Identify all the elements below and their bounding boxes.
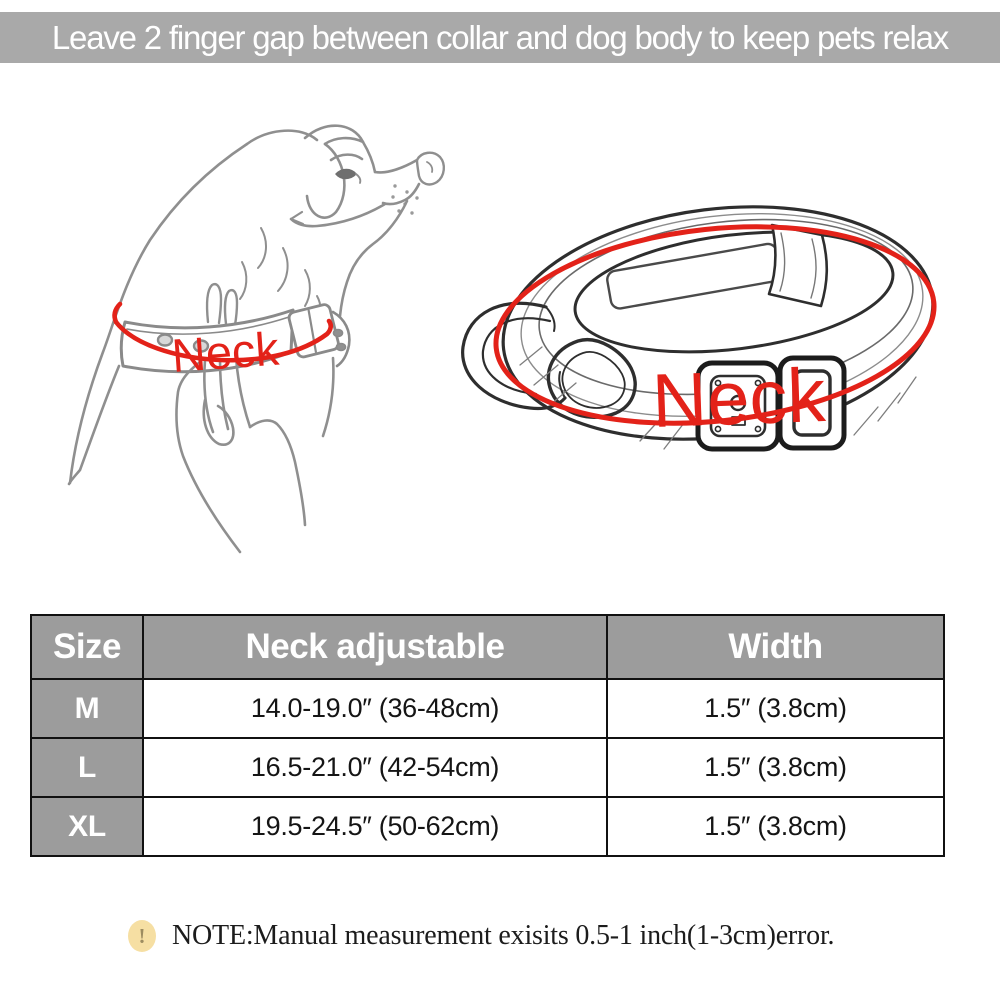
- header-width: Width: [607, 615, 944, 679]
- hand-wrist: [176, 357, 305, 552]
- measurement-note: [128, 920, 834, 952]
- size-cell: XL: [31, 797, 143, 856]
- dog-neck-label: Neck: [170, 321, 281, 382]
- header-neck-adjustable: Neck adjustable: [143, 615, 607, 679]
- collar-handle: [463, 303, 565, 408]
- size-cell: M: [31, 679, 143, 738]
- note-text: NOTE:Manual measurement exisits 0.5-1 inch(1-3cm)error.: [172, 920, 835, 951]
- header-size: Size: [31, 615, 143, 679]
- width-cell: 1.5″ (3.8cm): [607, 797, 944, 856]
- width-cell: 1.5″ (3.8cm): [607, 679, 944, 738]
- collar-neck-label: Neck: [650, 352, 827, 444]
- top-banner: [0, 12, 1000, 63]
- dog-line-art: [69, 126, 444, 484]
- table-header-row: [31, 615, 944, 679]
- neck-adjustable-cell: 16.5-21.0″ (42-54cm): [143, 738, 607, 797]
- width-cell: 1.5″ (3.8cm): [607, 738, 944, 797]
- table-row-m: [31, 679, 944, 738]
- hand-two-fingers: [207, 284, 237, 325]
- exclamation-icon: [128, 920, 156, 952]
- exclamation-glyph: !: [138, 923, 146, 948]
- size-table: [30, 614, 945, 857]
- banner-text: Leave 2 finger gap between collar and dog body to keep pets relax: [51, 18, 949, 56]
- collar-product-illustration: [450, 165, 995, 510]
- table-row-xl: [31, 797, 944, 856]
- table-row-l: [31, 738, 944, 797]
- neck-adjustable-cell: 19.5-24.5″ (50-62cm): [143, 797, 607, 856]
- neck-adjustable-cell: 14.0-19.0″ (36-48cm): [143, 679, 607, 738]
- dog-fitting-illustration: [55, 100, 505, 590]
- size-cell: L: [31, 738, 143, 797]
